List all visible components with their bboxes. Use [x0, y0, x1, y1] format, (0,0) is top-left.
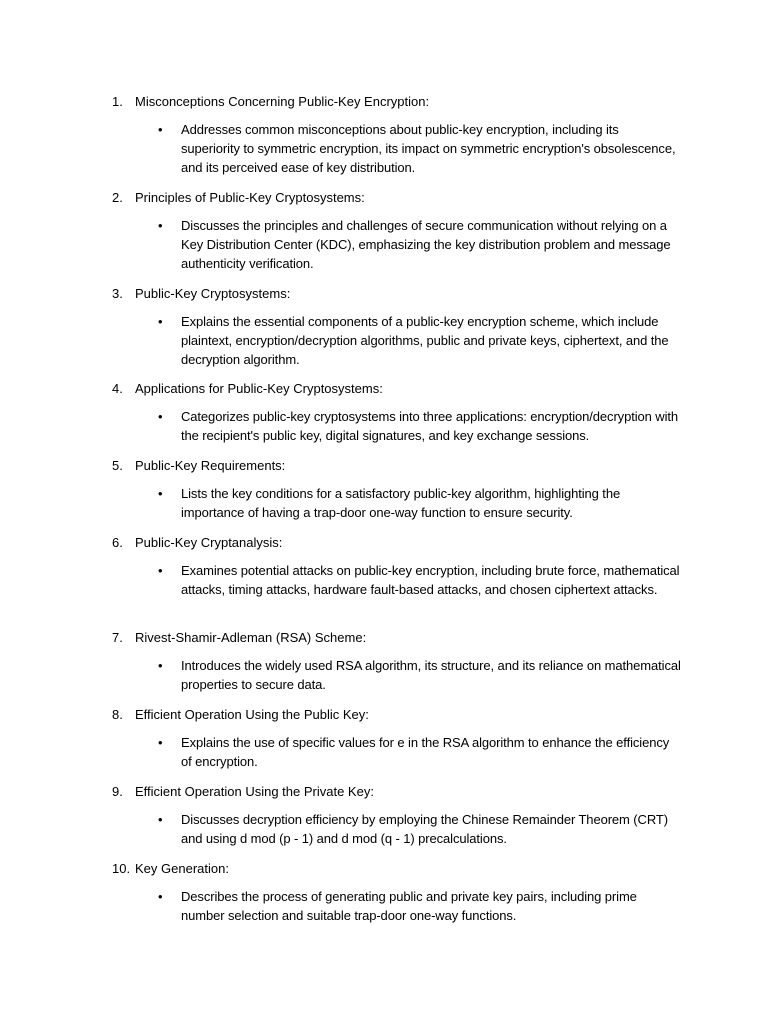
item-number: 8.: [112, 707, 123, 722]
item-number: 4.: [112, 381, 123, 396]
bullet-marker: •: [158, 122, 163, 137]
heading-text: Key Generation:: [135, 861, 229, 876]
bullet-marker: •: [158, 563, 163, 578]
bullet-marker: •: [158, 486, 163, 501]
item-description: Explains the use of specific values for e in the RSA algorithm to enhance the efficiency of encryption.: [181, 735, 670, 770]
bullet-marker: •: [158, 889, 163, 904]
heading-text: Principles of Public-Key Cryptosystems:: [135, 190, 365, 205]
bullet-marker: •: [158, 409, 163, 424]
item-description: Examines potential attacks on public-key encryption, including brute force, mathematical attacks, timing attacks, hardware fault-based attacks, and chosen ciphertext attacks.: [181, 563, 680, 598]
bullet-marker: •: [158, 314, 163, 329]
heading-text: Rivest-Shamir-Adleman (RSA) Scheme:: [135, 630, 367, 645]
heading-text: Misconceptions Concerning Public-Key Encryption:: [135, 94, 430, 109]
heading-text: Public-Key Cryptosystems:: [135, 286, 291, 301]
heading-text: Applications for Public-Key Cryptosystems:: [135, 381, 383, 396]
item-description: Lists the key conditions for a satisfactory public-key algorithm, highlighting the importance of having a trap-door one-way function to ensure security.: [181, 486, 621, 521]
item-number: 5.: [112, 458, 123, 473]
bullet-marker: •: [158, 812, 163, 827]
item-description: Describes the process of generating public and private key pairs, including prime number selection and suitable trap-door one-way functions.: [181, 889, 637, 924]
item-number: 6.: [112, 535, 123, 550]
item-number: 7.: [112, 630, 123, 645]
heading-text: Efficient Operation Using the Private Key:: [135, 784, 374, 799]
item-number: 2.: [112, 190, 123, 205]
item-description: Explains the essential components of a public-key encryption scheme, which include plaintext, encryption/decryption algorithms, public and private keys, ciphertext, and the decryption algorithm.: [181, 314, 669, 368]
bullet-marker: •: [158, 218, 163, 233]
bullet-marker: •: [158, 658, 163, 673]
item-description: Discusses decryption efficiency by employing the Chinese Remainder Theorem (CRT) and using d mod (p - 1) and d mod (q - 1) precalculations.: [181, 812, 668, 847]
item-description: Introduces the widely used RSA algorithm, its structure, and its reliance on mathematical properties to secure data.: [181, 658, 681, 693]
item-number: 9.: [112, 784, 123, 799]
item-number: 1.: [112, 94, 123, 109]
bullet-marker: •: [158, 735, 163, 750]
heading-text: Public-Key Requirements:: [135, 458, 286, 473]
item-number: 10.: [112, 861, 131, 876]
item-description: Discusses the principles and challenges of secure communication without relying on a Key Distribution Center (KDC), emphasizing the key distribution problem and message authenticity verification.: [181, 218, 671, 272]
item-description: Categorizes public-key cryptosystems into three applications: encryption/decryption with the recipient's public key, digital signatures, and key exchange sessions.: [181, 409, 678, 444]
heading-text: Public-Key Cryptanalysis:: [135, 535, 283, 550]
item-number: 3.: [112, 286, 123, 301]
heading-text: Efficient Operation Using the Public Key:: [135, 707, 369, 722]
item-description: Addresses common misconceptions about public-key encryption, including its superiority to symmetric encryption, its impact on symmetric encryption's obsolescence, and its perceived ease of key distribution.: [181, 122, 676, 176]
